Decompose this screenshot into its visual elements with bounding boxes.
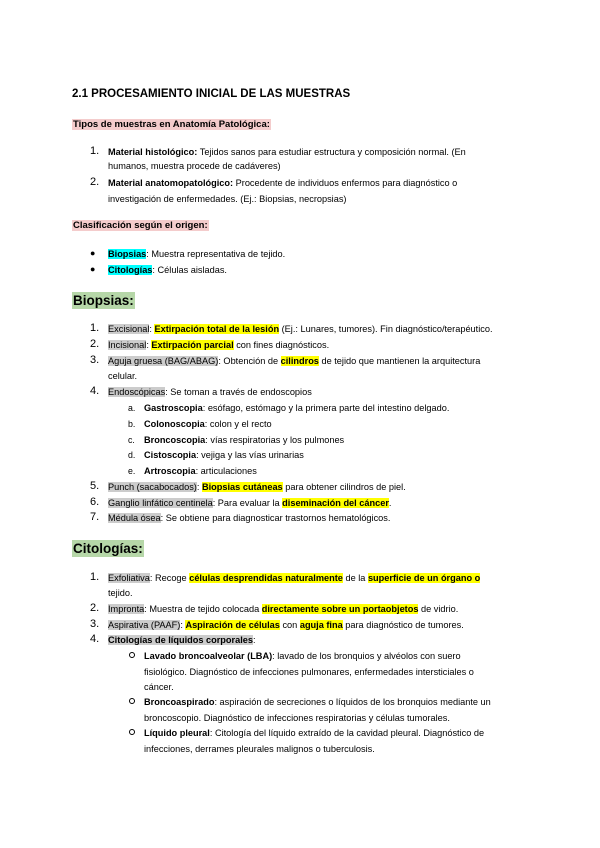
list-item: Impronta: Muestra de tejido colocada directamente sobre un portaobjetos de vidrio. bbox=[108, 604, 459, 614]
list-number: 5. bbox=[90, 480, 100, 492]
list-item: Incisional: Extirpación parcial con fines diagnósticos. bbox=[108, 340, 330, 350]
sublist-item-continuation: fisiológico. Diagnóstico de infecciones pulmonares, enfermedades intersticiales o bbox=[144, 667, 474, 677]
list-number: 1. bbox=[90, 571, 100, 583]
bullet-icon: ● bbox=[90, 264, 96, 274]
biopsias-heading: Biopsias: bbox=[73, 293, 134, 308]
list-number: 6. bbox=[90, 496, 100, 508]
sublist-item: Líquido pleural: Citología del líquido extraído de la cavidad pleural. Diagnóstico de bbox=[144, 728, 485, 738]
sublist-item: Gastroscopia: esófago, estómago y la primera parte del intestino delgado. bbox=[144, 403, 450, 413]
sublist-letter: d. bbox=[128, 450, 136, 460]
sublist-letter: c. bbox=[128, 435, 135, 445]
list-item: Endoscópicas: Se toman a través de endoscopios bbox=[108, 387, 312, 397]
sublist-item: Artroscopia: articulaciones bbox=[144, 466, 257, 476]
sublist-item-continuation: broncoscopio. Diagnóstico de infecciones respiratorias y células tumorales. bbox=[144, 713, 450, 723]
bullet-icon: ● bbox=[90, 248, 96, 258]
list-item: Ganglio linfático centinela: Para evaluar la diseminación del cáncer. bbox=[108, 498, 392, 508]
sublist-item: Cistoscopia: vejiga y las vías urinarias bbox=[144, 450, 304, 460]
circle-bullet-icon bbox=[129, 652, 135, 658]
sublist-letter: b. bbox=[128, 419, 136, 429]
list-item: Aguja gruesa (BAG/ABAG): Obtención de cilindros de tejido que mantienen la arquitectura bbox=[108, 356, 481, 366]
clasificacion-heading: Clasificación según el origen: bbox=[73, 220, 208, 231]
list-item-continuation: humanos, muestra procede de cadáveres) bbox=[108, 161, 281, 171]
sublist-letter: a. bbox=[128, 403, 136, 413]
list-item: Citologías de líquidos corporales: bbox=[108, 635, 256, 645]
sublist-item: Broncoscopia: vías respiratorias y los pulmones bbox=[144, 435, 345, 445]
list-number: 7. bbox=[90, 511, 100, 523]
section-title: 2.1 PROCESAMIENTO INICIAL DE LAS MUESTRAS bbox=[72, 88, 351, 100]
sublist-item: Broncoaspirado: aspiración de secreciones o líquidos de los bronquios mediante un bbox=[144, 697, 491, 707]
list-item: Médula ósea: Se obtiene para diagnosticar trastornos hematológicos. bbox=[108, 513, 391, 523]
list-item-continuation: celular. bbox=[108, 371, 138, 381]
list-item: Material anatomopatológico: Procedente de individuos enfermos para diagnóstico o bbox=[108, 178, 458, 188]
list-item: Aspirativa (PAAF): Aspiración de células con aguja fina para diagnóstico de tumores. bbox=[108, 620, 464, 630]
list-item: Exfoliativa: Recoge células desprendidas naturalmente de la superficie de un órgano o bbox=[108, 573, 481, 583]
circle-bullet-icon bbox=[129, 729, 135, 735]
list-number: 2. bbox=[90, 176, 100, 188]
list-item: Biopsias: Muestra representativa de tejido. bbox=[108, 249, 286, 259]
sublist-item: Colonoscopia: colon y el recto bbox=[144, 419, 272, 429]
list-number: 2. bbox=[90, 338, 100, 350]
list-item-continuation: tejido. bbox=[108, 588, 133, 598]
list-item: Citologías: Células aisladas. bbox=[108, 265, 227, 275]
list-item: Material histológico: Tejidos sanos para estudiar estructura y composición normal. (En bbox=[108, 147, 466, 157]
tipos-heading: Tipos de muestras en Anatomía Patológica: bbox=[73, 119, 270, 130]
list-number: 1. bbox=[90, 145, 100, 157]
sublist-item: Lavado broncoalveolar (LBA): lavado de los bronquios y alvéolos con suero bbox=[144, 651, 461, 661]
list-item: Excisional: Extirpación total de la lesión (Ej.: Lunares, tumores). Fin diagnóstico/terapéutico. bbox=[108, 324, 493, 334]
list-item: Punch (sacabocados): Biopsias cutáneas para obtener cilindros de piel. bbox=[108, 482, 406, 492]
sublist-item-continuation: infecciones, derrames pleurales malignos o tuberculosis. bbox=[144, 744, 375, 754]
sublist-letter: e. bbox=[128, 466, 136, 476]
list-item-continuation: investigación de enfermedades. (Ej.: Biopsias, necropsias) bbox=[108, 194, 347, 204]
citologias-heading: Citologías: bbox=[73, 541, 143, 556]
list-number: 3. bbox=[90, 618, 100, 630]
list-number: 2. bbox=[90, 602, 100, 614]
list-number: 4. bbox=[90, 633, 100, 645]
list-number: 1. bbox=[90, 322, 100, 334]
sublist-item-continuation: cáncer. bbox=[144, 682, 174, 692]
list-number: 4. bbox=[90, 385, 100, 397]
list-number: 3. bbox=[90, 354, 100, 366]
circle-bullet-icon bbox=[129, 698, 135, 704]
